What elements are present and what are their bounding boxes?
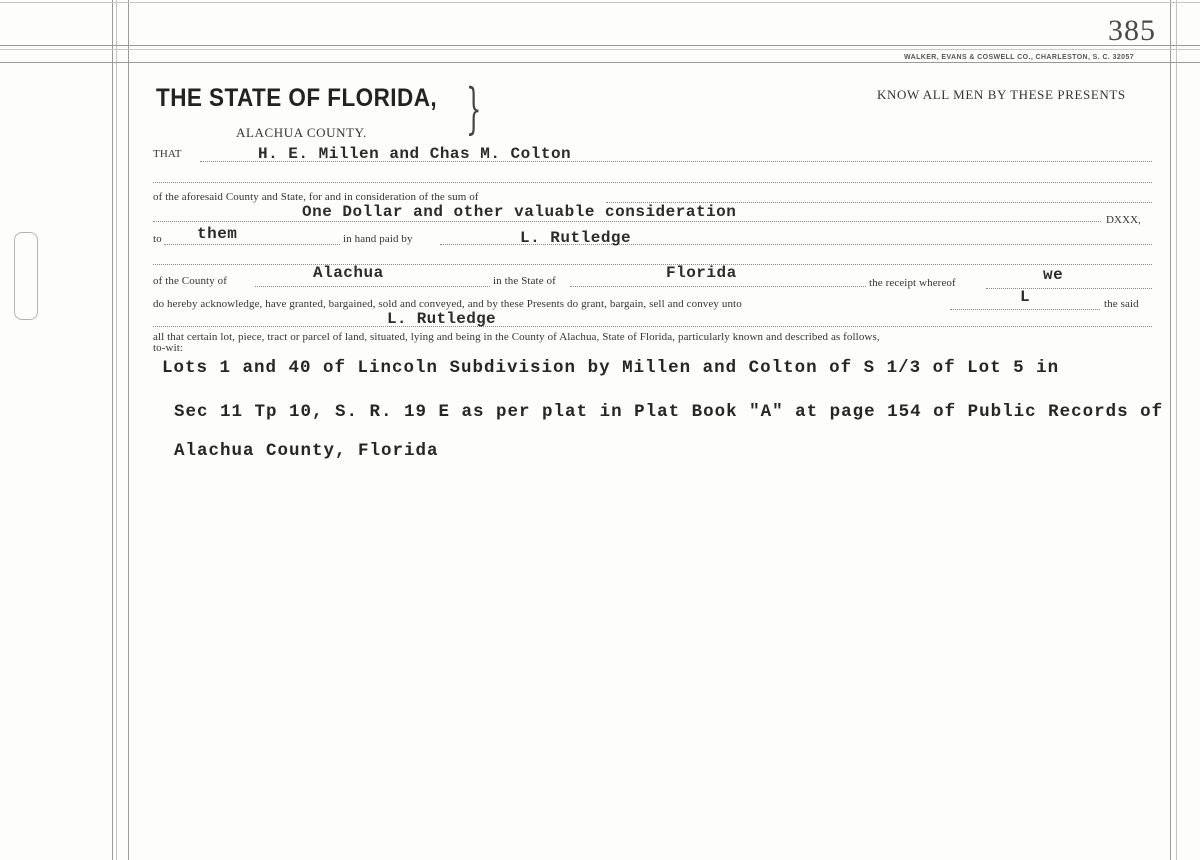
county-line — [255, 286, 490, 287]
header-rule-3 — [0, 62, 1200, 63]
the-said-label: the said — [1104, 298, 1139, 310]
right-margin-rule — [1170, 0, 1171, 860]
grantee-line — [153, 326, 1152, 327]
consideration-field: One Dollar and other valuable consideration — [302, 203, 737, 221]
to-field: them — [197, 225, 238, 243]
description-line-2: Sec 11 Tp 10, S. R. 19 E as per plat in Plat Book "A" at page 154 of Public Records of — [174, 402, 1164, 422]
acknowledge-label: do hereby acknowledge, have granted, bargained, sold and conveyed, and by these Presents do grant, bargain, sell and convey unto — [153, 298, 742, 310]
blank-line-2 — [153, 264, 1152, 265]
top-rule — [0, 2, 1200, 3]
county-of-label: of the County of — [153, 275, 228, 287]
to-label: to — [153, 233, 162, 245]
description-line-1: Lots 1 and 40 of Lincoln Subdivision by Millen and Colton of S 1/3 of Lot 5 in — [162, 358, 1060, 378]
left-margin-rule — [112, 0, 113, 860]
left-margin-rule-inner — [116, 0, 117, 860]
parcel-label: all that certain lot, piece, tract or parcel of land, situated, lying and being in the County of Alachua, State of Florida, particularly known and described as follows, — [153, 331, 880, 343]
grantee-mark-line — [950, 309, 1100, 310]
to-line — [164, 244, 340, 245]
consideration-line-2 — [153, 221, 1101, 222]
to-wit-label: to-wit: — [153, 342, 184, 354]
grantee-mark: L — [1020, 288, 1031, 306]
page-number: 385 — [1108, 14, 1156, 47]
county-heading: ALACHUA COUNTY. — [236, 125, 367, 140]
consideration-label: of the aforesaid County and State, for and in consideration of the sum of — [153, 191, 479, 203]
that-label: THAT — [153, 148, 182, 160]
right-margin-rule-outer — [1176, 0, 1177, 860]
header-rule-2 — [0, 49, 1200, 50]
dollars-suffix: DXXX, — [1106, 214, 1142, 226]
grantee-name: L. Rutledge — [387, 310, 496, 328]
know-all-men-heading: KNOW ALL MEN BY THESE PRESENTS — [877, 87, 1126, 102]
county-field: Alachua — [313, 264, 384, 282]
state-line — [570, 286, 866, 287]
receipt-line — [986, 288, 1152, 289]
paid-by-field: L. Rutledge — [520, 229, 632, 247]
receipt-field: we — [1043, 266, 1064, 284]
receipt-label: the receipt whereof — [869, 277, 956, 289]
header-rule — [0, 45, 1200, 46]
left-margin-rule-2 — [128, 0, 129, 860]
state-of-label: in the State of — [493, 275, 556, 287]
grantors-field: H. E. Millen and Chas M. Colton — [258, 145, 572, 163]
paid-by-label: in hand paid by — [343, 233, 413, 245]
printer-imprint: WALKER, EVANS & COSWELL CO., CHARLESTON, S. C. 32057 — [904, 54, 1135, 61]
blank-line — [153, 182, 1152, 183]
brace-mark: } — [466, 77, 482, 140]
state-field: Florida — [666, 264, 737, 282]
description-line-3: Alachua County, Florida — [174, 441, 439, 461]
state-title: THE STATE OF FLORIDA, — [156, 84, 438, 112]
binder-ring-mark — [14, 232, 38, 320]
